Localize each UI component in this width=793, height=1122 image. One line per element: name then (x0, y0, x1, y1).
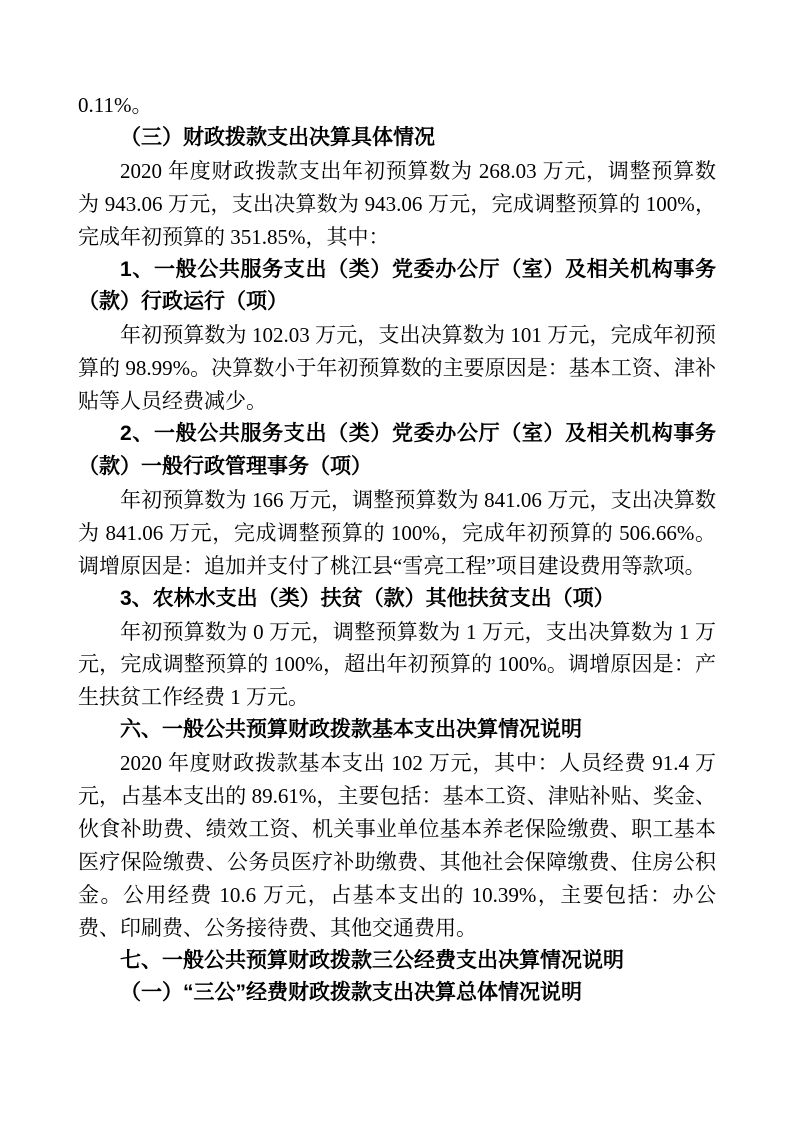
subheading-2: 2、一般公共服务支出（类）党委办公厅（室）及相关机构事务（款）一般行政管理事务（项） (78, 422, 716, 478)
para-subitem-2: 年初预算数为 166 万元，调整预算数为 841.06 万元，支出决算数为 841.06 万元，完成调整预算的 100%，完成年初预算的 506.66%。调增原因是：追加并支付了桃江县“雪亮工程”项目建设费用等款项。 (78, 487, 716, 578)
section-heading-7: 七、一般公共预算财政拨款三公经费支出决算情况说明 (120, 948, 624, 972)
subheading-3: 3、农林水支出（类）扶贫（款）其他扶贫支出（项） (120, 586, 615, 610)
document-content (78, 89, 716, 1010)
overflow-text: 0.11%。 (78, 93, 153, 117)
para-subitem-1: 年初预算数为 102.03 万元，支出决算数为 101 万元，完成年初预算的 98.99%。决算数小于年初预算数的主要原因是：基本工资、津补贴等人员经费减少。 (78, 323, 716, 414)
section-heading-3: （三）财政拨款支出决算具体情况 (120, 125, 435, 149)
para-basic-expenditure: 2020 年度财政拨款基本支出 102 万元，其中：人员经费 91.4 万元，占基本支出的 89.61%，主要包括：基本工资、津贴补贴、奖金、伙食补助费、绩效工资、机关事业单位基本养老保险缴费、职工基本医疗保险缴费、公务员医疗补助缴费、其他社会保障缴费、住房公积金。公用经费 10.6 万元，占基本支出的 10.39%，主要包括：办公费、印刷费、公务接待费、其他交通费用。 (78, 751, 716, 940)
subheading-1: 1、一般公共服务支出（类）党委办公厅（室）及相关机构事务（款）行政运行（项） (78, 257, 716, 314)
subsection-heading-7-1: （一）“三公”经费财政拨款支出决算总体情况说明 (120, 981, 582, 1005)
para-expenditure-overview: 2020 年度财政拨款支出年初预算数为 268.03 万元，调整预算数为 943.06 万元，支出决算数为 943.06 万元，完成调整预算的 100%，完成年初预算的 351.85%，其中： (78, 158, 716, 249)
para-subitem-3: 年初预算数为 0 万元，调整预算数为 1 万元，支出决算数为 1 万元，完成调整预算的 100%，超出年初预算的 100%。调增原因是：产生扶贫工作经费 1 万元。 (78, 619, 716, 710)
section-heading-6: 六、一般公共预算财政拨款基本支出决算情况说明 (120, 718, 582, 742)
